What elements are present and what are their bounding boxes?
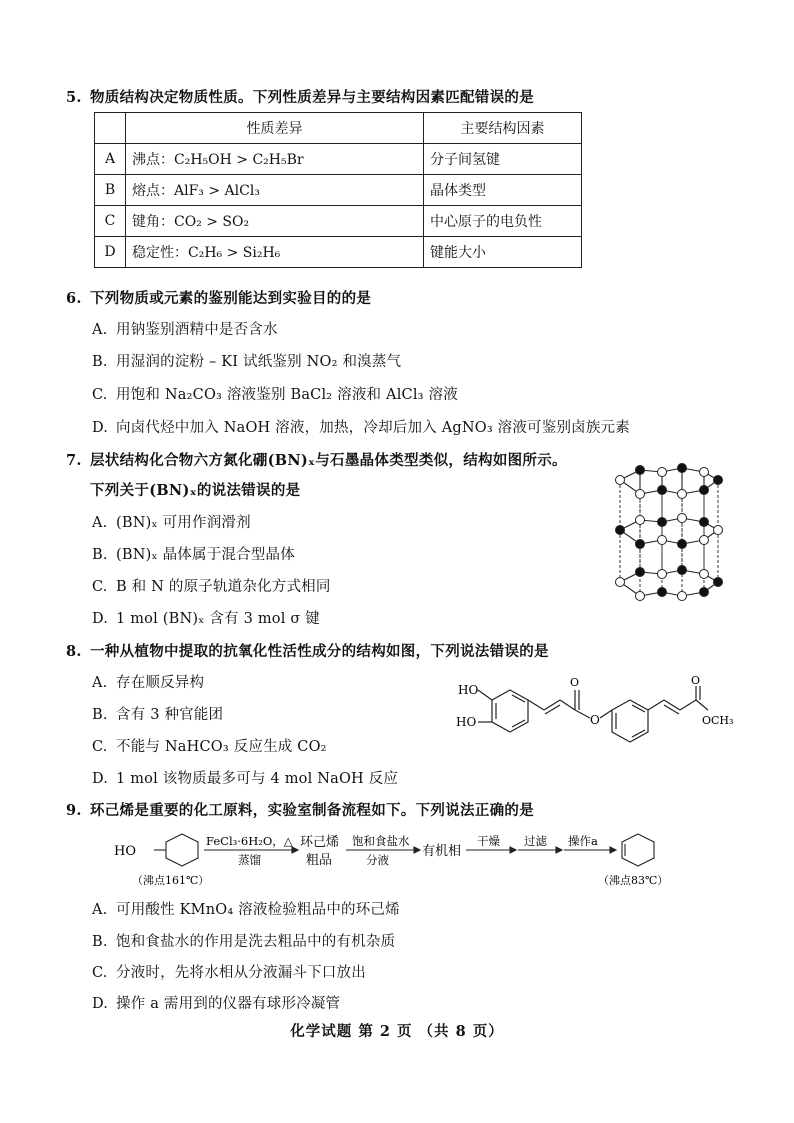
q6-option-d	[92, 416, 630, 437]
option-letter: D.	[92, 611, 109, 627]
option-letter: B.	[92, 707, 108, 723]
flow-step2-reagent: 饱和食盐水	[352, 834, 410, 848]
q9-option-b	[92, 930, 395, 951]
flow-end-boiling-point: （沸点83℃）	[598, 874, 669, 887]
option-text: 含有 3 种官能团	[116, 707, 224, 723]
option-text: 不能与 NaHCO₃ 反应生成 CO₂	[116, 739, 327, 755]
q9-option-a	[92, 898, 400, 919]
q9-text: 环己烯是重要的化工原料，实验室制备流程如下。下列说法正确的是	[90, 802, 534, 819]
option-text: (BN)ₓ 晶体属于混合型晶体	[116, 547, 295, 563]
q7-option-a	[92, 511, 251, 532]
q8-molecule-structure	[440, 672, 740, 772]
table-cell: B	[95, 175, 126, 206]
option-text: B 和 N 的原子轨道杂化方式相同	[116, 579, 331, 595]
q8-option-c	[92, 735, 327, 756]
option-letter: A.	[92, 322, 108, 338]
option-letter: B.	[92, 547, 108, 563]
flow-crude-label-1: 环己烯	[300, 835, 340, 850]
option-letter: D.	[92, 771, 109, 787]
table-row	[95, 237, 582, 268]
page-footer: 化学试题 第 2 页 （共 8 页）	[290, 1023, 504, 1040]
q6-number: 6.	[66, 290, 82, 307]
option-letter: C.	[92, 965, 108, 981]
table-header-cell: 性质差异	[126, 113, 424, 144]
bn-structure-figure	[600, 462, 730, 612]
q9-flow-diagram	[110, 828, 680, 890]
q6-stem	[66, 287, 371, 308]
option-letter: A.	[92, 515, 108, 531]
flow-crude-label-2: 粗品	[306, 853, 333, 868]
option-letter: A.	[92, 675, 108, 691]
option-letter: C.	[92, 579, 108, 595]
option-letter: D.	[92, 420, 109, 436]
hydroxyl-label-2: HO	[456, 715, 477, 729]
ester-oxygen-label: O	[590, 713, 600, 727]
option-letter: D.	[92, 996, 109, 1012]
q6-text: 下列物质或元素的鉴别能达到实验目的的是	[90, 290, 372, 307]
table-cell: 中心原子的电负性	[424, 206, 582, 237]
table-cell: 熔点：AlF₃ > AlCl₃	[126, 175, 424, 206]
table-cell: 键角：CO₂ > SO₂	[126, 206, 424, 237]
q5-text: 物质结构决定物质性质。下列性质差异与主要结构因素匹配错误的是	[90, 89, 534, 106]
option-text: 分液时，先将水相从分液漏斗下口放出	[116, 965, 366, 981]
methoxy-label: OCH₃	[702, 714, 734, 727]
table-row	[95, 175, 582, 206]
q8-stem	[66, 640, 549, 661]
q8-option-a	[92, 671, 204, 692]
option-text: 存在顺反异构	[116, 675, 205, 691]
table-cell: C	[95, 206, 126, 237]
option-text: 1 mol 该物质最多可与 4 mol NaOH 反应	[116, 771, 399, 787]
option-text: 用湿润的淀粉 – KI 试纸鉴别 NO₂ 和溴蒸气	[116, 354, 402, 370]
hydroxyl-label-1: HO	[458, 683, 479, 697]
flow-start-label: HO	[114, 844, 136, 859]
q6-option-c	[92, 383, 458, 404]
option-text: 操作 a 需用到的仪器有球形冷凝管	[116, 996, 341, 1012]
flow-step5-label: 操作a	[568, 834, 598, 848]
option-letter: C.	[92, 387, 108, 403]
table-header-cell	[95, 113, 126, 144]
option-letter: C.	[92, 739, 108, 755]
table-row	[95, 144, 582, 175]
table-cell: 晶体类型	[424, 175, 582, 206]
q9-option-d	[92, 992, 340, 1013]
carbonyl-oxygen-label-2: O	[691, 674, 701, 687]
table-cell: 键能大小	[424, 237, 582, 268]
flow-step1-operation: 蒸馏	[238, 853, 261, 867]
option-text: 饱和食盐水的作用是洗去粗品中的有机杂质	[116, 934, 396, 950]
q9-stem	[66, 799, 534, 820]
q9-number: 9.	[66, 802, 82, 819]
q7-option-b	[92, 543, 295, 564]
flow-start-boiling-point: （沸点161℃）	[132, 874, 210, 887]
q5-stem	[66, 86, 534, 107]
table-cell: 稳定性：C₂H₆ > Si₂H₆	[126, 237, 424, 268]
flow-step1-reagent: FeCl₃·6H₂O，△	[206, 834, 293, 848]
q7-text: 层状结构化合物六方氮化硼(BN)ₓ与石墨晶体类型类似，结构如图所示。	[90, 452, 567, 469]
option-letter: A.	[92, 902, 108, 918]
flow-step4-label: 过滤	[524, 834, 547, 848]
table-cell: 分子间氢键	[424, 144, 582, 175]
table-header-cell: 主要结构因素	[424, 113, 582, 144]
q7-option-d	[92, 607, 320, 628]
q8-text: 一种从植物中提取的抗氧化性活性成分的结构如图，下列说法错误的是	[90, 643, 549, 660]
q8-option-b	[92, 703, 223, 724]
option-text: 用钠鉴别酒精中是否含水	[116, 322, 278, 338]
q7-number: 7.	[66, 452, 82, 469]
table-row	[95, 206, 582, 237]
option-letter: B.	[92, 354, 108, 370]
option-text: (BN)ₓ 可用作润滑剂	[116, 515, 251, 531]
q9-option-c	[92, 961, 366, 982]
table-cell: A	[95, 144, 126, 175]
q7-option-c	[92, 575, 331, 596]
q8-option-d	[92, 767, 398, 788]
option-text: 向卤代烃中加入 NaOH 溶液，加热，冷却后加入 AgNO₃ 溶液可鉴别卤族元素	[116, 420, 630, 436]
q6-option-b	[92, 350, 401, 371]
q6-option-a	[92, 318, 278, 339]
option-text: 可用酸性 KMnO₄ 溶液检验粗品中的环己烯	[116, 902, 400, 918]
table-header-row	[95, 113, 582, 144]
option-letter: B.	[92, 934, 108, 950]
q7-stem-line2: 下列关于(BN)ₓ的说法错误的是	[90, 482, 301, 499]
flow-step2-operation: 分液	[366, 853, 389, 867]
option-text: 用饱和 Na₂CO₃ 溶液鉴别 BaCl₂ 溶液和 AlCl₃ 溶液	[116, 387, 458, 403]
flow-organic-phase: 有机相	[422, 844, 462, 859]
q8-number: 8.	[66, 643, 82, 660]
carbonyl-oxygen-label-1: O	[570, 676, 580, 689]
flow-step3-label: 干燥	[477, 834, 500, 848]
option-text: 1 mol (BN)ₓ 含有 3 mol σ 键	[116, 611, 320, 627]
table-cell: 沸点：C₂H₅OH > C₂H₅Br	[126, 144, 424, 175]
q5-number: 5.	[66, 89, 82, 106]
q7-stem	[66, 449, 567, 470]
q5-table	[94, 112, 582, 268]
table-cell: D	[95, 237, 126, 268]
